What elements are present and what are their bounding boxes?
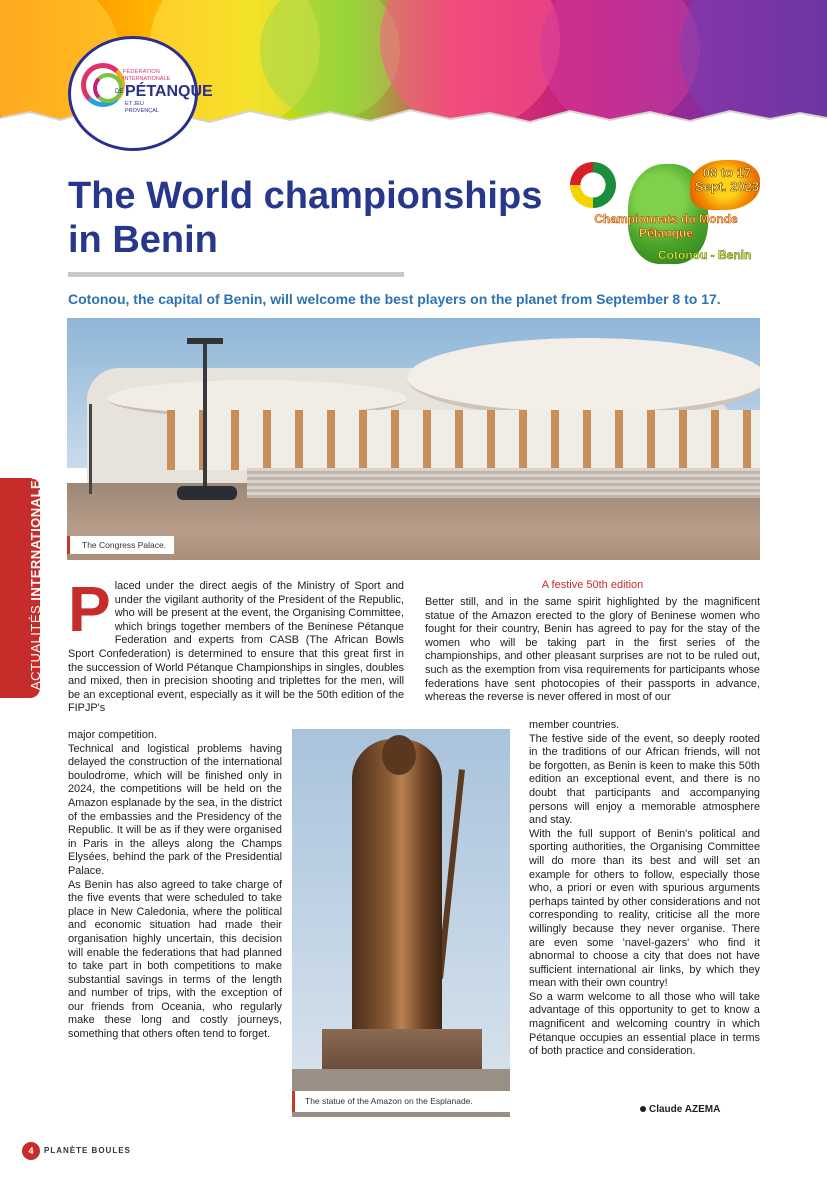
article-paragraph: major competition.	[68, 729, 157, 741]
article-paragraph: member countries.	[529, 719, 620, 731]
logo-text: INTERNATIONALE	[123, 76, 171, 82]
section-prefix: ACTUALITÉS	[28, 604, 43, 690]
photo-steps	[247, 468, 760, 498]
federation-seal-icon	[570, 162, 616, 208]
photo-car	[177, 486, 237, 500]
photo-roof	[407, 338, 760, 418]
article-paragraph: With the full support of Benin's political and sporting authorities, the Organising Committee will do more than its best and will set an example for others to follow, especially those who, a priori or even with spurious arguments perhaps tainted by other considerations and not corresponding to reality, criticise all the more willingly because they never organise. There are even some 'navel-gazers' who find it abnormal to choose a city that does not have sufficient international air links, by which they mean with their own country!	[529, 827, 760, 990]
author-name: Claude AZEMA	[649, 1104, 721, 1115]
article-paragraph: laced under the direct aegis of the Ministry of Sport and under the vigilant authority of the President of the Republic, who will be present at the event, the Organising Committee, which brings together members of the Beninese Pétanque Federation and experts from CASB (The African Bowls Sport Confederation) is determined to ensure that this great first in the succession of World Pétanque Championships in singles, doubles and mixed, then in precision shooting and triplettes for the men, will be an exceptional event, especially as it will be the 50th edition of the FIPJP's	[68, 580, 404, 715]
lamp-post	[203, 340, 207, 500]
logo-text: PÉTANQUE	[125, 83, 213, 100]
article-paragraph: The festive side of the event, so deeply rooted in the traditions of our African friends, will not be forgotten, as Benin is keen to make this 50th edition an exceptional event, and there is no doubt that participants and accompanying persons will enjoy a memorable atmosphere and stay.	[529, 732, 760, 827]
article-column-right-bottom	[529, 719, 760, 1059]
lamp-head	[187, 338, 223, 344]
page-title: The World championships in Benin	[68, 175, 543, 261]
logo-text: PROVENÇAL	[125, 108, 159, 114]
logo-text: ET JEU	[125, 101, 144, 107]
photo-caption: The statue of the Amazon on the Esplanade.	[292, 1091, 510, 1112]
fipjp-logo	[68, 36, 213, 151]
photo-caption: The Congress Palace.	[67, 536, 174, 554]
statue-head	[382, 735, 416, 775]
section-name: INTERNATIONALES	[28, 470, 43, 601]
article-column-left-bottom	[68, 729, 282, 1042]
championship-badge	[562, 160, 762, 272]
congress-palace-photo	[67, 318, 760, 560]
logo-text: FÉDÉRATION	[123, 69, 161, 75]
article-paragraph: Technical and logistical problems having delayed the construction of the international boulodrome, which will be finished only in 2024, the competitions will be held on the Amazon esplanade by the sea, in the district of the embassies and the Presidency of the Republic. It will be as if they were organised in Paris in the alleys along the Champs Elysées, behind the park of the Presidential Palace.	[68, 742, 282, 877]
badge-event-name: Championnats du Monde Pétanque	[594, 212, 738, 240]
drop-cap: P	[68, 573, 111, 645]
section-heading: A festive 50th edition	[541, 579, 644, 591]
amazon-statue-photo	[292, 729, 510, 1117]
statue-figure	[352, 739, 442, 1039]
title-divider	[68, 272, 404, 277]
logo-text: DE	[115, 89, 124, 95]
article-paragraph: Better still, and in the same spirit highlighted by the magnificent statue of the Amazon erected to the glory of Beninese women who fought for their country, Benin has agreed to pay for the stay of the women who will be taking part in the first series of the championships, and other pleasant surprises are not to be ruled out, such as the exemption from visa requirements for participants whose federations have sent photocopies of their passports in advance, whereas the reverse is never offered in most of our	[425, 596, 760, 704]
author-signature	[640, 1104, 720, 1115]
article-column-right-top	[425, 596, 760, 705]
magazine-name: PLANÈTE BOULES	[44, 1146, 131, 1155]
article-column-left-top	[68, 573, 404, 716]
section-label	[28, 471, 43, 690]
logo-ring-icon	[93, 73, 123, 103]
photo-colonnade	[167, 410, 760, 470]
badge-dates: 08 to 17 Sept. 2023	[694, 165, 760, 194]
statue-pedestal	[322, 1029, 482, 1069]
bullet-icon	[640, 1106, 646, 1112]
badge-city: Cotonou - Benin	[658, 248, 752, 262]
article-paragraph: As Benin has also agreed to take charge of the five events that were scheduled to take place in New Caledonia, where the political and economic situation had made their organisation highly uncertain, this decision will enable the federations that had planned to take part in both competitions to make substantial savings in terms of the length and number of trips, with the exception of our friends from Oceania, who regularly make these long and costly journeys, something that others often tend to forget.	[68, 878, 282, 1041]
article-subtitle: Cotonou, the capital of Benin, will welcome the best players on the planet from September 8 to 17.	[68, 291, 721, 307]
lamp-post	[89, 404, 92, 494]
page-number: 4	[22, 1142, 40, 1160]
article-paragraph: So a warm welcome to all those who will take advantage of this opportunity to get to know a magnificent and welcoming country in which Pétanque occupies an essential place in terms of both practice and consideration.	[529, 990, 760, 1058]
